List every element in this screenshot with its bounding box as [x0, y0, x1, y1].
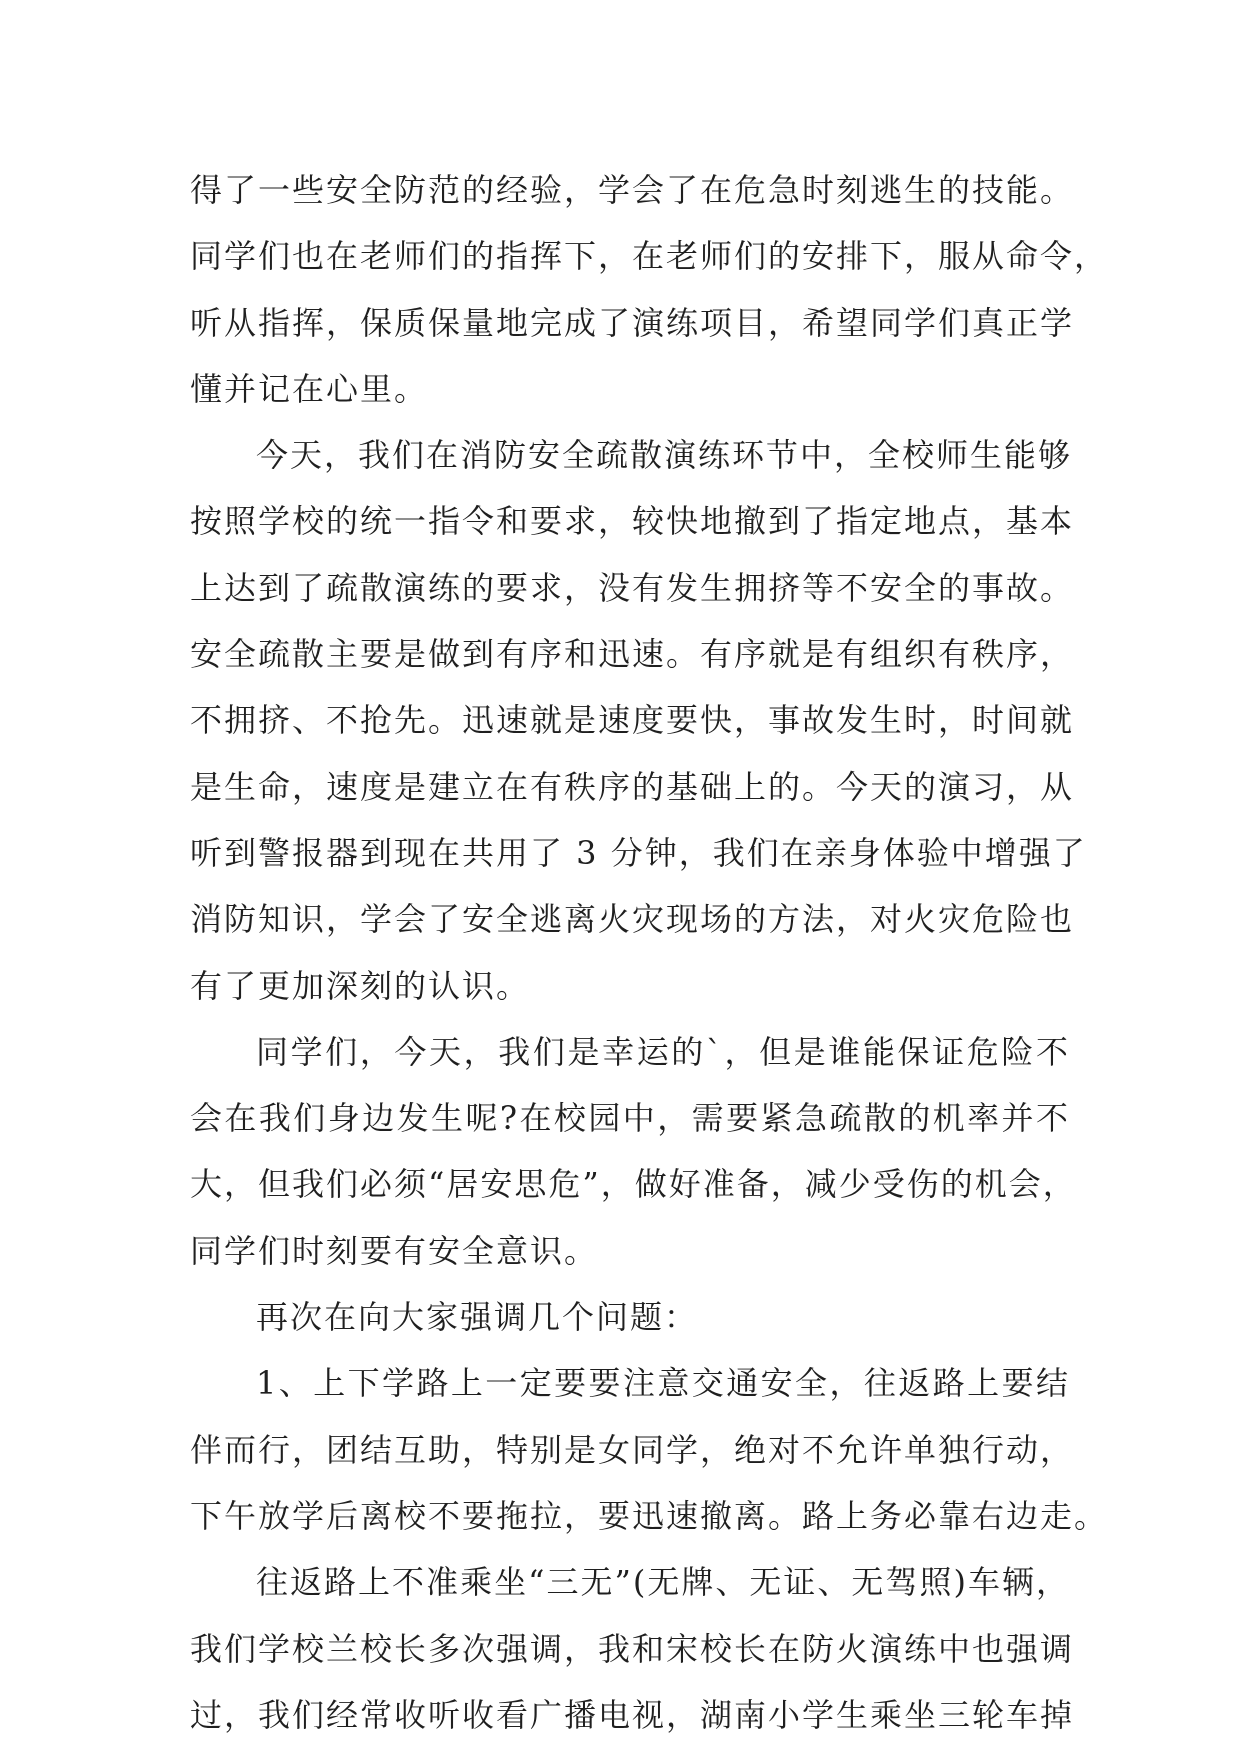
text-line: 消防知识，学会了安全逃离火灾现场的方法，对火灾危险也 — [190, 900, 1075, 939]
text-line: 同学们也在老师们的指挥下，在老师们的安排下，服从命令， — [190, 237, 1109, 276]
text-line: 1、上下学路上一定要要注意交通安全，往返路上要结 — [256, 1364, 1070, 1403]
text-line: 懂并记在心里。 — [190, 369, 429, 408]
text-line: 是生命，速度是建立在有秩序的基础上的。今天的演习，从 — [190, 767, 1075, 806]
text-line: 有了更加深刻的认识。 — [190, 966, 531, 1005]
text-line: 我们学校兰校长多次强调，我和宋校长在防火演练中也强调 — [190, 1629, 1075, 1668]
text-line: 会在我们身边发生呢?在校园中，需要紧急疏散的机率并不 — [190, 1099, 1070, 1138]
text-line: 上达到了疏散演练的要求，没有发生拥挤等不安全的事故。 — [190, 568, 1075, 607]
text-line: 过，我们经常收听收看广播电视，湖南小学生乘坐三轮车掉 — [190, 1695, 1075, 1734]
text-line: 得了一些安全防范的经验，学会了在危急时刻逃生的技能。 — [190, 171, 1075, 209]
text-line: 同学们，今天，我们是幸运的`，但是谁能保证危险不 — [256, 1032, 1070, 1071]
text-line: 听到警报器到现在共用了 3 分钟，我们在亲身体验中增强了 — [190, 833, 1087, 872]
text-line: 同学们时刻要有安全意识。 — [190, 1231, 599, 1270]
text-line: 今天，我们在消防安全疏散演练环节中，全校师生能够 — [256, 436, 1073, 475]
text-line: 下午放学后离校不要拖拉，要迅速撤离。路上务必靠右边走。 — [190, 1496, 1109, 1535]
text-line: 大，但我们必须“居安思危”，做好准备，减少受伤的机会， — [190, 1165, 1077, 1204]
text-line: 伴而行，团结互助，特别是女同学，绝对不允许单独行动， — [190, 1430, 1075, 1469]
text-line: 不拥挤、不抢先。迅速就是速度要快，事故发生时，时间就 — [190, 701, 1075, 740]
body-text — [190, 157, 1109, 1748]
text-line: 听从指挥，保质保量地完成了演练项目，希望同学们真正学 — [190, 303, 1075, 342]
text-line: 往返路上不准乘坐“三无”(无牌、无证、无驾照)车辆， — [256, 1563, 1070, 1602]
text-line: 按照学校的统一指令和要求，较快地撤到了指定地点，基本 — [190, 502, 1075, 541]
text-line: 再次在向大家强调几个问题： — [256, 1298, 699, 1337]
text-line: 安全疏散主要是做到有序和迅速。有序就是有组织有秩序， — [190, 635, 1075, 674]
